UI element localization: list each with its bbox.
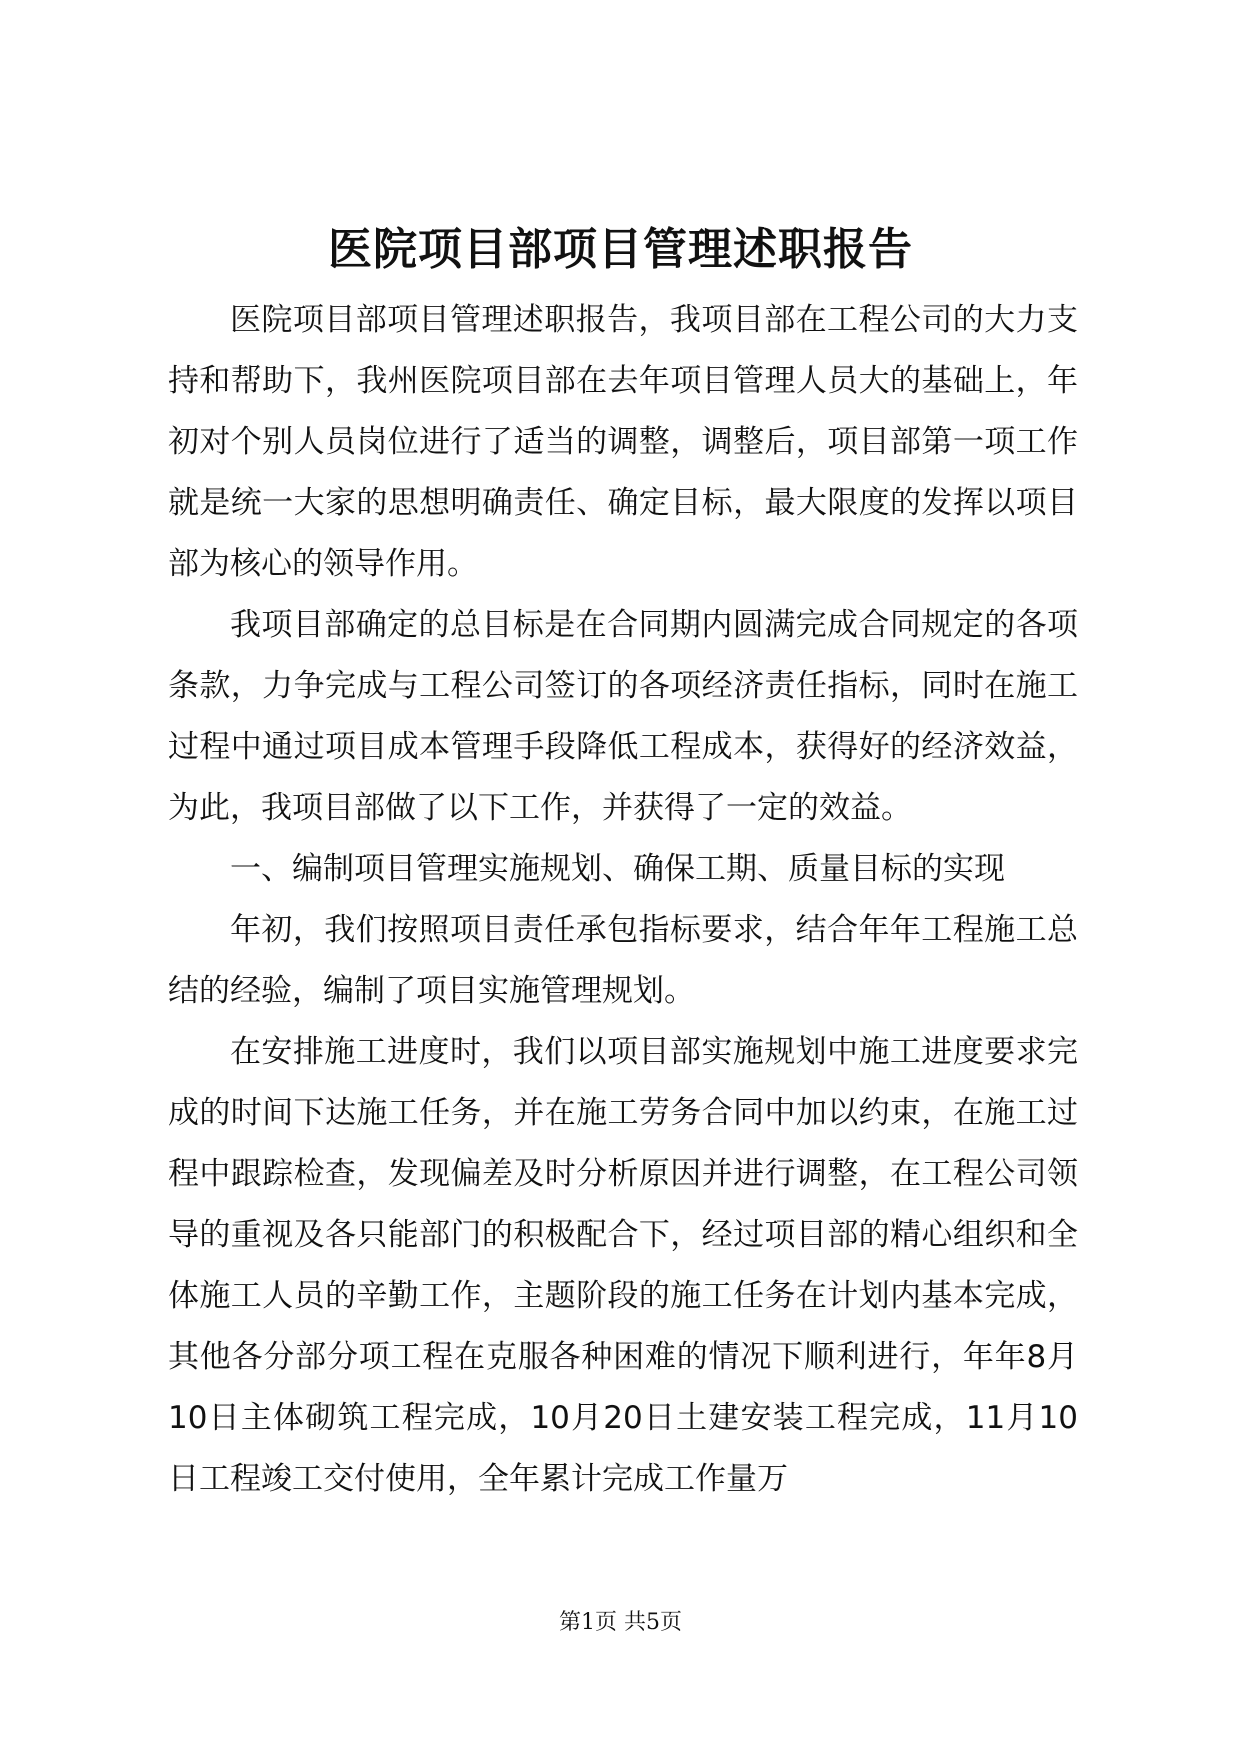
paragraph-3: 年初，我们按照项目责任承包指标要求，结合年年工程施工总结的经验，编制了项目实施管理规划。: [168, 912, 1078, 1009]
section-heading-1: 一、编制项目管理实施规划、确保工期、质量目标的实现: [230, 851, 1005, 887]
paragraph-2: 我项目部确定的总目标是在合同期内圆满完成合同规定的各项条款，力争完成与工程公司签订的各项经济责任指标，同时在施工过程中通过项目成本管理手段降低工程成本，获得好的经济效益，为此，我项目部做了以下工作，并获得了一定的效益。: [168, 607, 1078, 826]
paragraph-1: 医院项目部项目管理述职报告，我项目部在工程公司的大力支持和帮助下，我州医院项目部在去年项目管理人员大的基础上，年初对个别人员岗位进行了适当的调整，调整后，项目部第一项工作就是统一大家的思想明确责任、确定目标，最大限度的发挥以项目部为核心的领导作用。: [168, 302, 1078, 582]
document-title: 医院项目部项目管理述职报告: [328, 224, 913, 275]
document-body: [168, 290, 1078, 1510]
page-number-footer: 第1页 共5页: [559, 1610, 682, 1635]
paragraph-4: 在安排施工进度时，我们以项目部实施规划中施工进度要求完成的时间下达施工任务，并在施工劳务合同中加以约束，在施工过程中跟踪检查，发现偏差及时分析原因并进行调整，在工程公司领导的重视及各只能部门的积极配合下，经过项目部的精心组织和全体施工人员的辛勤工作，主题阶段的施工任务在计划内基本完成，其他各分部分项工程在克服各种困难的情况下顺利进行，年年8月10日主体砌筑工程完成，10月20日土建安装工程完成，11月10日工程竣工交付使用，全年累计完成工作量万: [168, 1034, 1078, 1497]
